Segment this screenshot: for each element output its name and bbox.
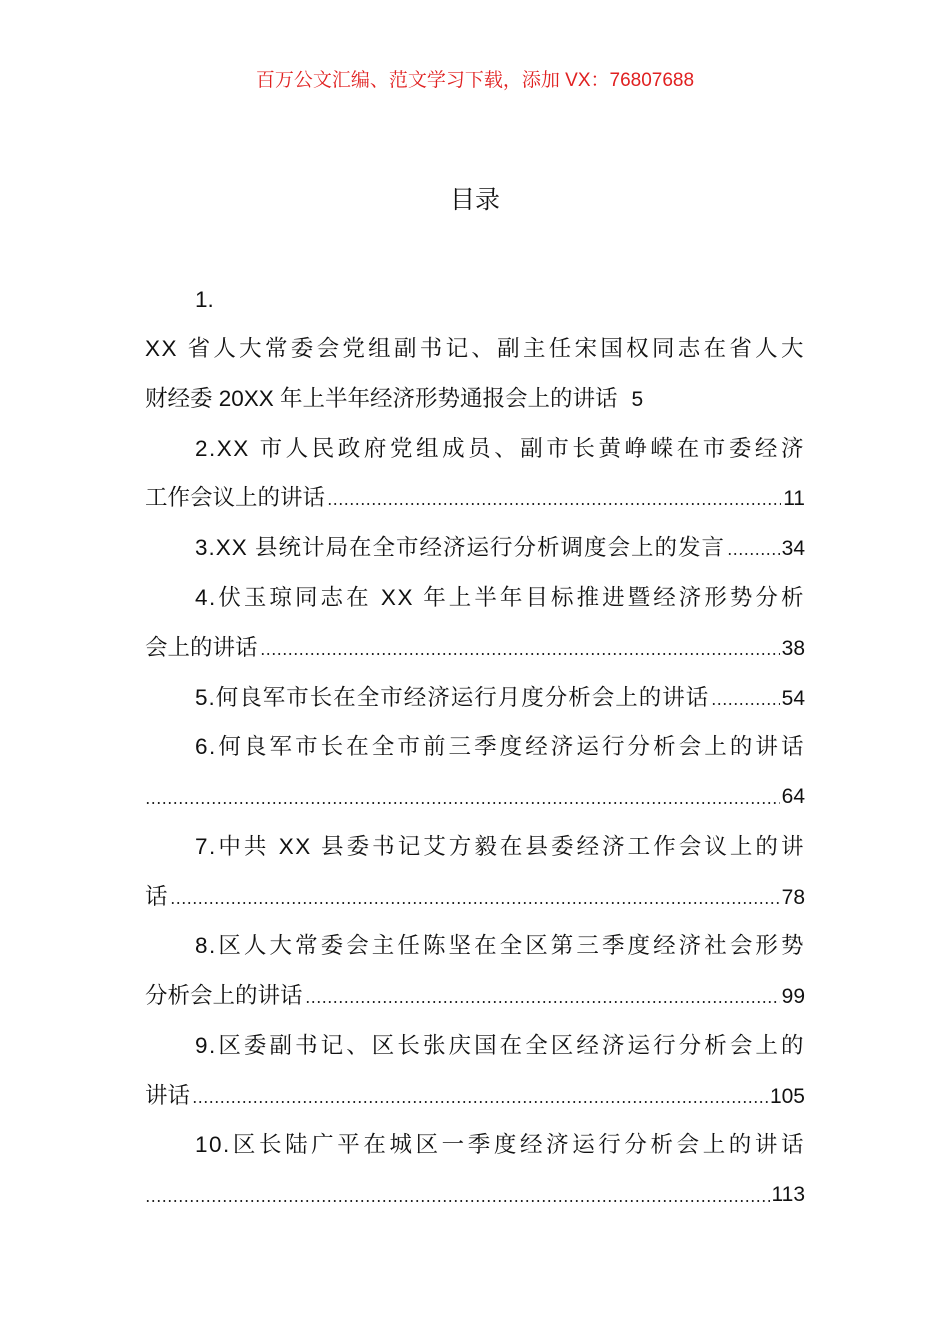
toc-title: 5.何良军市长在全市经济运行月度分析会上的讲话 [195, 685, 710, 710]
toc-title: 讲话 [145, 1083, 191, 1108]
toc-page-number: 78 [781, 886, 805, 909]
dot-leader [260, 652, 780, 656]
toc-title: 分析会上的讲话 [145, 983, 303, 1008]
toc-entry-9-line1[interactable] [195, 1030, 805, 1062]
toc-title: 会上的讲话 [145, 635, 258, 660]
toc-entry-5[interactable] [195, 682, 805, 714]
toc-entry-2-line1[interactable] [195, 433, 805, 465]
toc-title: 6.何良军市长在全市前三季度经济运行分析会上的讲话 [195, 734, 805, 759]
toc-page-number: 38 [781, 637, 805, 660]
page-title: 目录 [449, 186, 500, 214]
toc-page-number: 113 [771, 1183, 805, 1206]
toc-entry-10-line2[interactable] [145, 1179, 805, 1211]
toc-title: 7.中共 XX 县委书记艾方毅在县委经济工作会议上的讲 [195, 834, 805, 859]
toc-entry-4-line1[interactable] [195, 582, 805, 614]
toc-title: 9.区委副书记、区长张庆国在全区经济运行分析会上的 [195, 1033, 805, 1058]
toc-page-number: 54 [781, 687, 805, 710]
toc-title: 10.区长陆广平在城区一季度经济运行分析会上的讲话 [195, 1132, 805, 1157]
dot-leader [145, 1199, 770, 1203]
toc-number: 1. [195, 287, 214, 312]
toc-page-number: 34 [781, 537, 805, 560]
toc-page-number: 5 [631, 388, 644, 411]
toc-title: 工作会议上的讲话 [145, 485, 326, 510]
dot-leader [711, 702, 779, 706]
toc-entry-1-number[interactable] [195, 284, 805, 316]
dot-leader [170, 901, 780, 905]
toc-entry-1-line1[interactable] [145, 333, 805, 365]
toc-title: 3.XX 县统计局在全市经济运行分析调度会上的发言 [195, 535, 726, 560]
toc-entry-9-line2[interactable] [145, 1080, 805, 1112]
dot-leader [727, 552, 780, 556]
toc-title: XX 省人大常委会党组副书记、副主任宋国权同志在省人大 [145, 336, 805, 361]
toc-title: 8.区人大常委会主任陈坚在全区第三季度经济社会形势 [195, 933, 805, 958]
watermark-header: 百万公文汇编、范文学习下载，添加 VX：76807688 [255, 70, 695, 91]
toc-entry-10-line1[interactable] [195, 1129, 805, 1161]
dot-leader [145, 801, 780, 805]
toc-title: 2.XX 市人民政府党组成员、副市长黄峥嵘在市委经济 [195, 436, 805, 461]
dot-leader [305, 1000, 780, 1004]
dot-leader [192, 1100, 768, 1104]
toc-title: 财经委 20XX 年上半年经济形势通报会上的讲话 [145, 386, 618, 411]
toc-entry-8-line2[interactable] [145, 980, 805, 1012]
toc-entry-4-line2[interactable] [145, 632, 805, 664]
toc-page-number: 64 [781, 785, 805, 808]
toc-entry-6-line1[interactable] [195, 731, 805, 763]
toc-title: 话 [145, 884, 168, 909]
dot-leader [327, 502, 781, 506]
toc-entry-6-line2[interactable] [145, 781, 805, 813]
toc-title: 4.伏玉琼同志在 XX 年上半年目标推进暨经济形势分析 [195, 585, 805, 610]
toc-entry-7-line1[interactable] [195, 831, 805, 863]
toc-entry-8-line1[interactable] [195, 930, 805, 962]
toc-page-number: 99 [781, 985, 805, 1008]
toc-entry-1-line2[interactable] [145, 383, 805, 415]
toc-entry-3[interactable] [195, 532, 805, 564]
toc-entry-2-line2[interactable] [145, 482, 805, 514]
toc-page-number: 105 [769, 1085, 805, 1108]
toc-page-number: 11 [783, 487, 805, 510]
toc-entry-7-line2[interactable] [145, 881, 805, 913]
